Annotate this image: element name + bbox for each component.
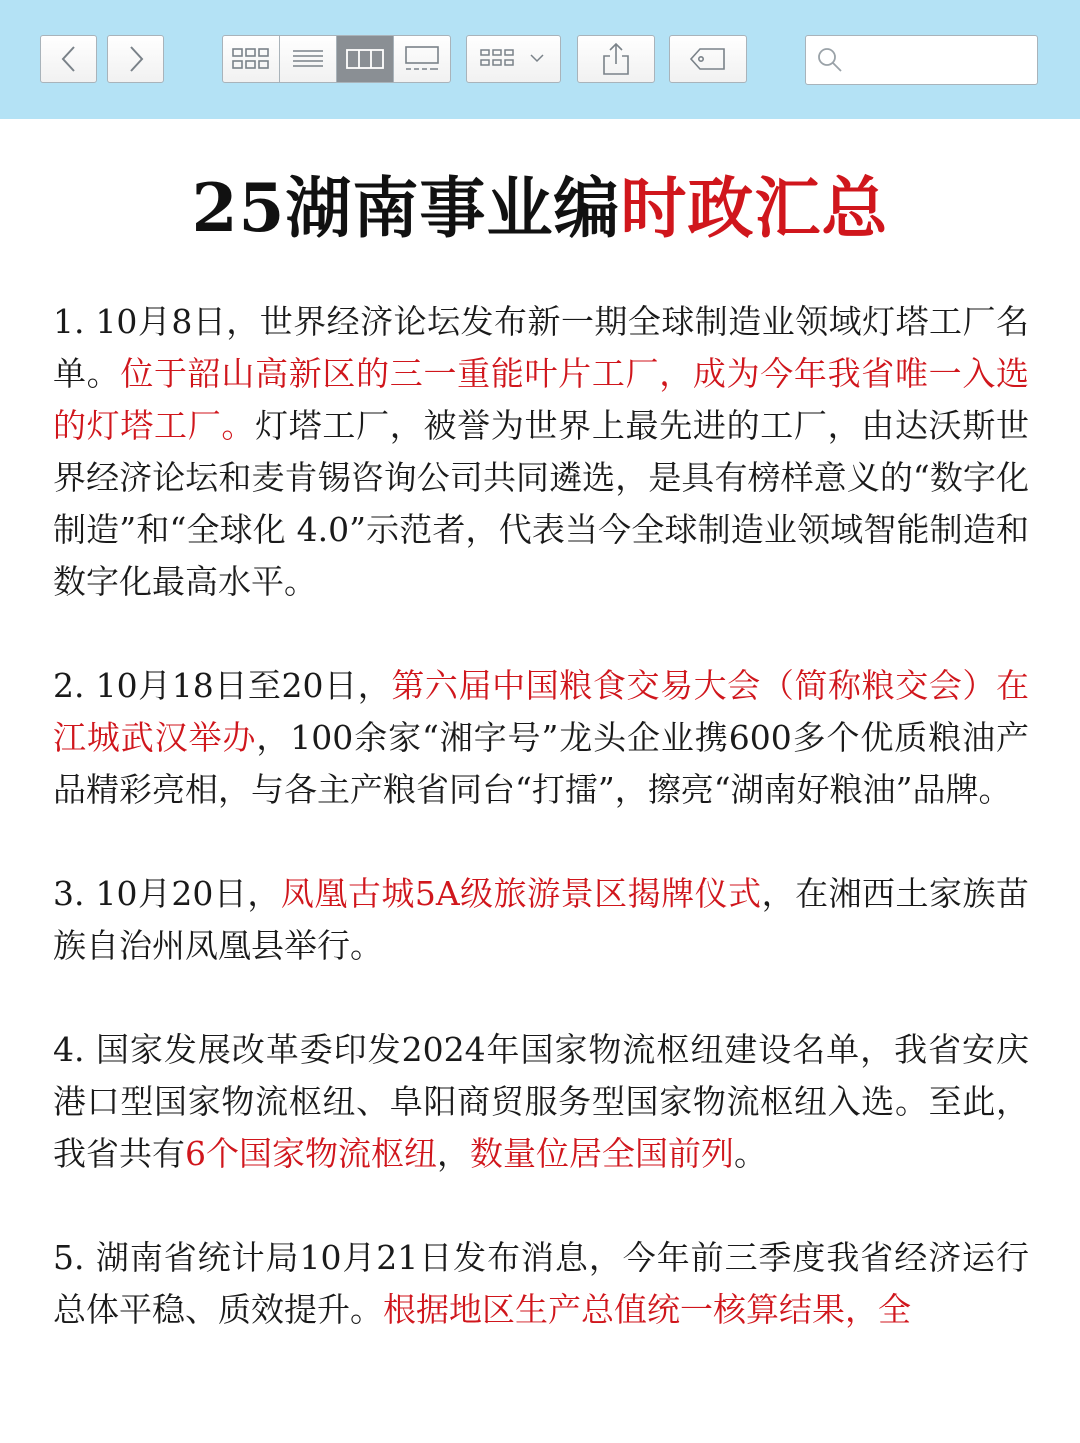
view-mode-segmented-control [222, 35, 451, 83]
list-icon [291, 46, 325, 72]
group-by-dropdown[interactable] [466, 35, 561, 83]
article-body [53, 296, 1029, 1388]
highlight-text: 凤凰古城5A级旅游景区揭牌仪式 [280, 874, 762, 913]
share-icon [601, 42, 631, 76]
paragraph-text: 4. 国家发展改革委印发2024年国家物流枢纽建设名单，我省安庆港口型国家物流枢纽、阜阳商贸服务型国家物流枢纽入选。至此，我省共有 [53, 1030, 1029, 1173]
toolbar [0, 0, 1080, 119]
column-view-button[interactable] [337, 36, 394, 82]
paragraph-text: 3. 10月20日， [53, 874, 281, 913]
paragraph-text: ，100余家“湘字号”龙头企业携600多个优质粮油产品精彩亮相，与各主产粮省同台“打擂”，擦亮“湖南好粮油”品牌。 [53, 718, 1030, 809]
tag-button[interactable] [669, 35, 747, 83]
highlight-text: 数量位居全国前列 [470, 1134, 734, 1173]
chevron-right-icon [126, 44, 146, 74]
grid-icon [231, 46, 271, 72]
paragraph-text: 。 [734, 1134, 767, 1173]
paragraph-5 [53, 1232, 1029, 1336]
back-button[interactable] [40, 35, 97, 83]
gallery-view-button[interactable] [394, 36, 450, 82]
page-title [0, 168, 1080, 248]
forward-button[interactable] [107, 35, 164, 83]
search-field[interactable] [805, 35, 1038, 85]
tag-icon [688, 46, 728, 72]
paragraph-text: 2. 10月18日至20日， [53, 666, 392, 705]
paragraph-text: ， [437, 1134, 470, 1173]
search-icon [816, 46, 844, 74]
paragraph-text: 5. 湖南省统计局10月21日发布消息，今年前三季度我省经济运行总体平稳、质效提升。 [53, 1238, 1029, 1329]
highlight-text: 位于韶山高新区的三一重能叶片工厂，成为今年我省唯一入选的灯塔工厂。 [53, 354, 1030, 445]
search-input[interactable] [850, 44, 1034, 76]
gallery-icon [402, 45, 442, 73]
paragraph-text: 灯塔工厂，被誉为世界上最先进的工厂，由达沃斯世界经济论坛和麦肯锡咨询公司共同遴选，是具有榜样意义的“数字化制造”和“全球化 4.0”示范者，代表当今全球制造业领域智能制造和数字化最高水平。 [53, 406, 1030, 601]
paragraph-1 [53, 296, 1029, 608]
highlight-text: 第六届中国粮食交易大会（简称粮交会）在江城武汉举办 [53, 666, 1030, 757]
paragraph-3 [53, 868, 1029, 972]
icon-view-button[interactable] [223, 36, 280, 82]
chevron-left-icon [59, 44, 79, 74]
columns-icon [345, 46, 385, 72]
grid-dropdown-icon [479, 46, 549, 72]
title-red-part: 时政汇总 [620, 169, 889, 247]
title-black-part: 25湖南事业编 [191, 169, 621, 247]
share-button[interactable] [577, 35, 655, 83]
highlight-text: 根据地区生产总值统一核算结果，全 [383, 1290, 911, 1329]
paragraph-text: ，在湘西土家族苗族自治州凤凰县举行。 [53, 874, 1030, 965]
list-view-button[interactable] [280, 36, 337, 82]
highlight-text: 6个国家物流枢纽 [185, 1134, 437, 1173]
paragraph-text: 1. 10月8日，世界经济论坛发布新一期全球制造业领域灯塔工厂名单。 [53, 302, 1029, 393]
paragraph-2 [53, 660, 1029, 816]
paragraph-4 [53, 1024, 1029, 1180]
